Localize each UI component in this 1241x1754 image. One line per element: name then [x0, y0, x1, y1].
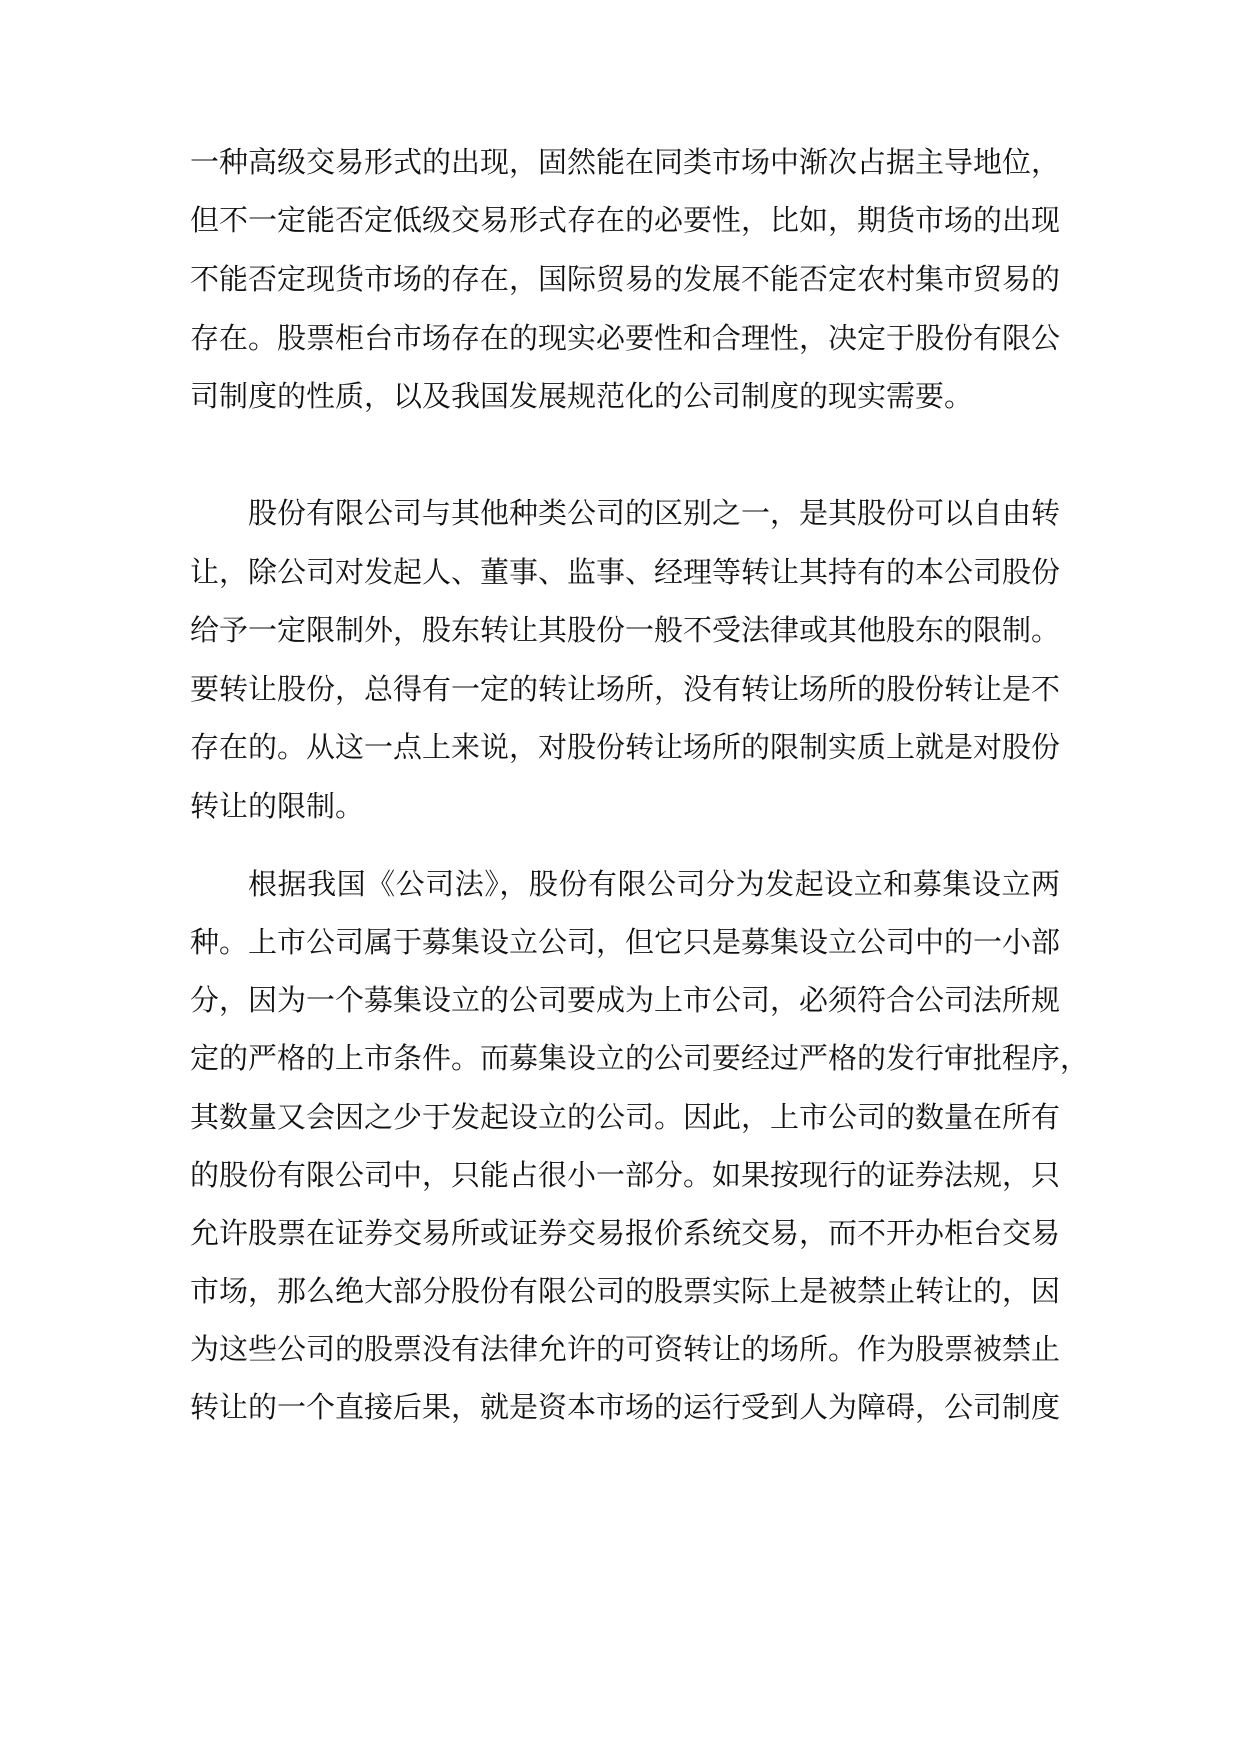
text-line: 转让的一个直接后果，就是资本市场的运行受到人为障碍，公司制度	[190, 1390, 1061, 1424]
text-line: 要转让股份，总得有一定的转让场所，没有转让场所的股份转让是不	[190, 672, 1061, 706]
text-line: 的股份有限公司中，只能占很小一部分。如果按现行的证券法规，只	[190, 1158, 1061, 1192]
text-line: 让，除公司对发起人、董事、监事、经理等转让其持有的本公司股份	[190, 555, 1061, 589]
text-line: 存在的。从这一点上来说，对股份转让场所的限制实质上就是对股份	[190, 730, 1061, 764]
text-line: 允许股票在证券交易所或证券交易报价系统交易，而不开办柜台交易	[190, 1216, 1061, 1250]
text-line: 为这些公司的股票没有法律允许的可资转让的场所。作为股票被禁止	[190, 1332, 1061, 1366]
text-line: 但不一定能否定低级交易形式存在的必要性，比如，期货市场的出现	[190, 203, 1061, 237]
text-line: 根据我国《公司法》，股份有限公司分为发起设立和募集设立两	[248, 867, 1060, 901]
text-line: 分，因为一个募集设立的公司要成为上市公司，必须符合公司法所规	[190, 983, 1061, 1017]
text-line: 股份有限公司与其他种类公司的区别之一，是其股份可以自由转	[248, 496, 1061, 530]
text-line: 市场，那么绝大部分股份有限公司的股票实际上是被禁止转让的，因	[190, 1274, 1061, 1308]
text-line: 存在。股票柜台市场存在的现实必要性和合理性，决定于股份有限公	[190, 321, 1061, 355]
text-line: 给予一定限制外，股东转让其股份一般不受法律或其他股东的限制。	[190, 613, 1061, 647]
text-line: 种。上市公司属于募集设立公司，但它只是募集设立公司中的一小部	[190, 925, 1061, 959]
text-line: 定的严格的上市条件。而募集设立的公司要经过严格的发行审批程序，	[190, 1041, 1090, 1075]
text-line: 其数量又会因之少于发起设立的公司。因此，上市公司的数量在所有	[190, 1100, 1061, 1134]
text-line: 不能否定现货市场的存在，国际贸易的发展不能否定农村集市贸易的	[190, 262, 1061, 296]
text-line: 司制度的性质，以及我国发展规范化的公司制度的现实需要。	[190, 379, 974, 413]
text-line: 转让的限制。	[190, 789, 365, 823]
text-line: 一种高级交易形式的出现，固然能在同类市场中渐次占据主导地位，	[190, 145, 1061, 179]
